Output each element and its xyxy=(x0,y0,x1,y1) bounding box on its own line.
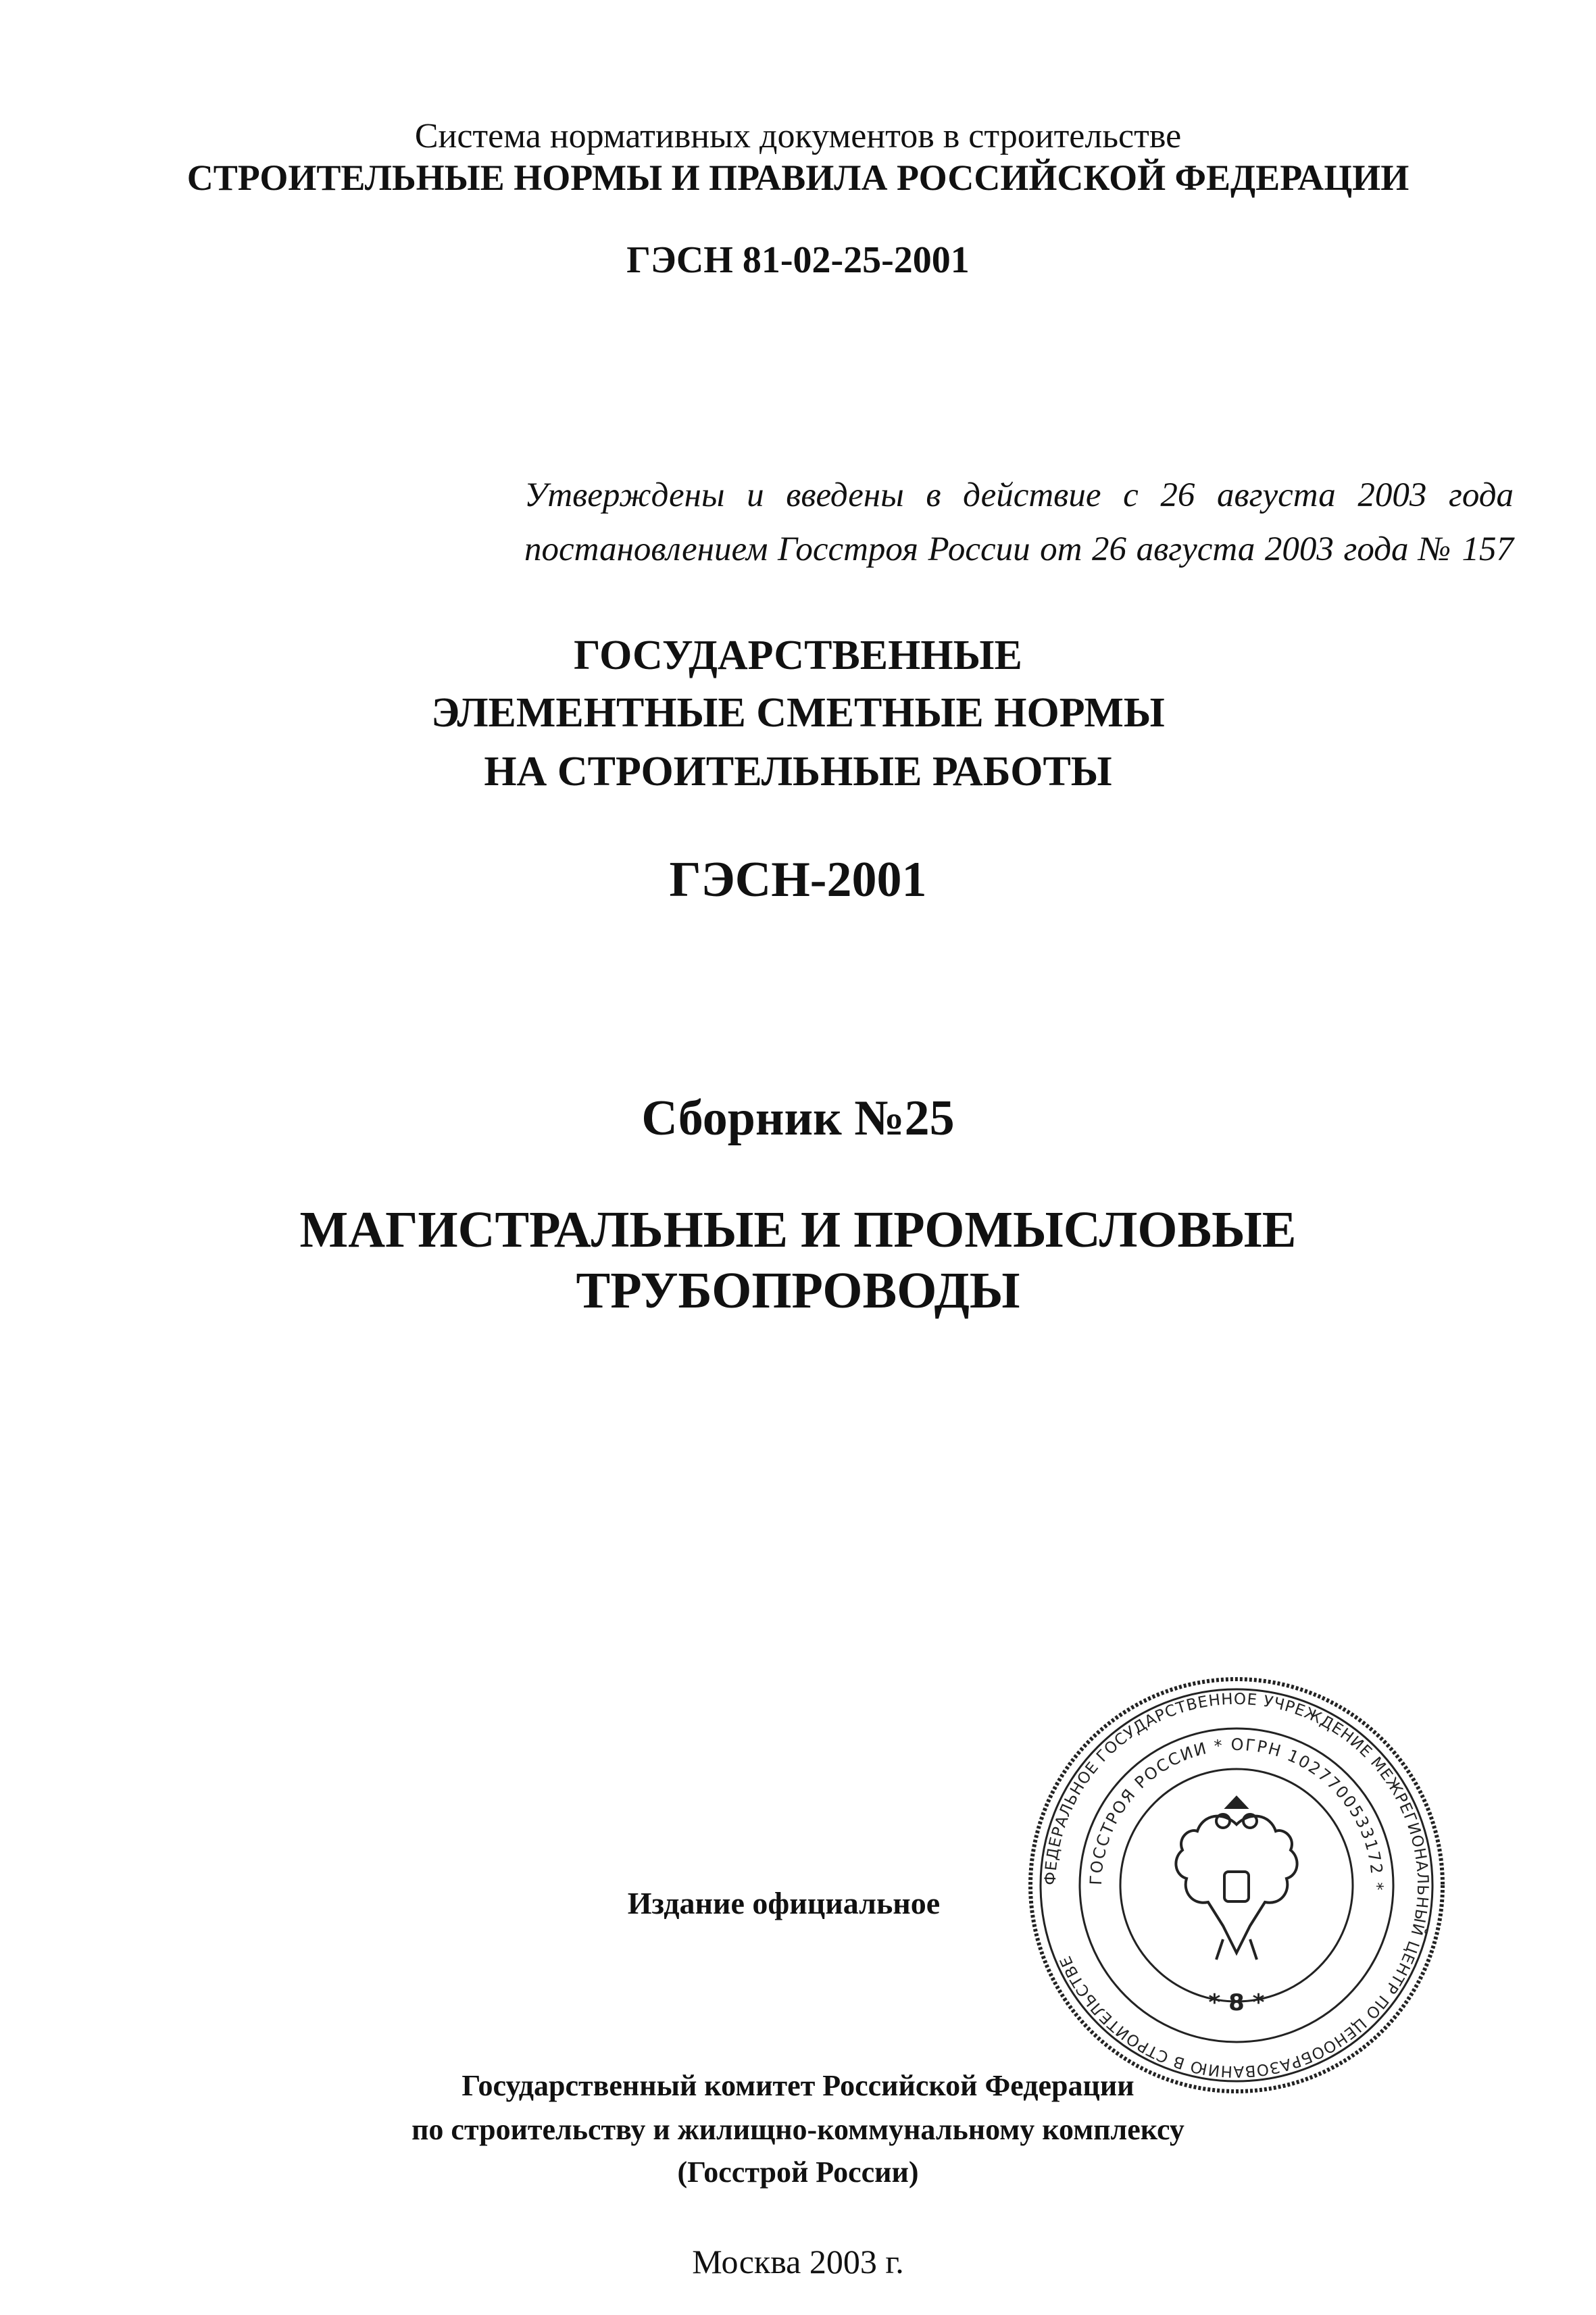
title-short: ГЭСН-2001 xyxy=(669,852,927,907)
collection-subject-line-1: МАГИСТРАЛЬНЫЕ И ПРОМЫСЛОВЫЕ xyxy=(299,1201,1297,1258)
system-line: Система нормативных документов в строительстве xyxy=(414,117,1182,155)
svg-text:ГОССТРОЯ РОССИИ * ОГРН 1027700 xyxy=(1087,1735,1387,1892)
approval-line-2: постановлением Госстроя России от 26 августа 2003 года № 157 xyxy=(524,530,1514,568)
publisher-line-3: (Госстрой России) xyxy=(677,2156,919,2189)
approval-line-1: Утверждены и введены в действие с 26 августа 2003 года xyxy=(524,476,1514,514)
city-year: Москва 2003 г. xyxy=(692,2243,904,2281)
coat-of-arms-icon xyxy=(1176,1797,1297,1960)
title-line-2: ЭЛЕМЕНТНЫЕ СМЕТНЫЕ НОРМЫ xyxy=(431,690,1165,736)
official-seal xyxy=(1020,1669,1453,2101)
collection-subject-line-2: ТРУБОПРОВОДЫ xyxy=(576,1262,1020,1319)
seal-center-mark: * 8 * xyxy=(1208,1989,1265,2016)
edition-label: Издание официальное xyxy=(627,1886,941,1920)
seal-inner-text: ГОССТРОЯ РОССИИ * ОГРН 1027700533172 * xyxy=(1086,1735,1387,1892)
seal-outer-text: ФЕДЕРАЛЬНОЕ ГОСУДАРСТВЕННОЕ УЧРЕЖДЕНИЕ МЕЖРЕГИОНАЛЬНЫЙ ЦЕНТР ПО ЦЕНООБРАЗОВАНИЮ В СТРОИТЕЛЬСТВЕ xyxy=(1041,1690,1432,2081)
collection-number: Сборник №25 xyxy=(641,1091,955,1146)
publisher-line-1: Государственный комитет Российской Федерации xyxy=(462,2069,1134,2102)
snip-line: СТРОИТЕЛЬНЫЕ НОРМЫ И ПРАВИЛА РОССИЙСКОЙ ФЕДЕРАЦИИ xyxy=(186,157,1410,198)
publisher-line-2: по строительству и жилищно-коммунальному комплексу xyxy=(412,2113,1184,2146)
approval-note xyxy=(524,468,1514,576)
title-line-1: ГОСУДАРСТВЕННЫЕ xyxy=(574,632,1022,678)
title-line-3: НА СТРОИТЕЛЬНЫЕ РАБОТЫ xyxy=(484,749,1112,795)
document-code: ГЭСН 81-02-25-2001 xyxy=(626,239,970,281)
